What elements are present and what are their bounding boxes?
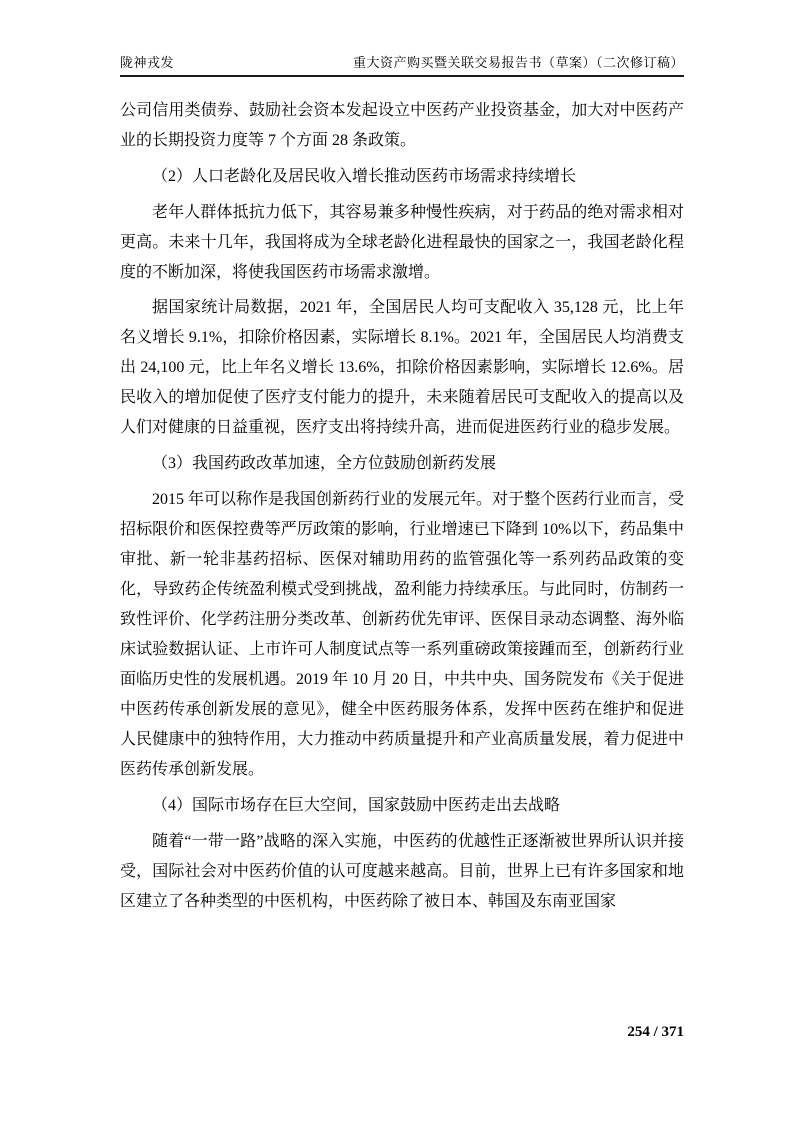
paragraph-elderly-demand: 老年人群体抵抗力低下，其容易兼多种慢性疾病，对于药品的绝对需求相对更高。未来十几年，我国将成为全球老龄化进程最快的国家之一，我国老龄化程度的不断加深，将使我国医药市场需求激增。 bbox=[120, 204, 684, 281]
header-company-name: 陇神戎发 bbox=[120, 55, 175, 70]
section-heading-2-aging-population: （2）人口老龄化及居民收入增长推动医药市场需求持续增长 bbox=[152, 168, 577, 185]
page-number: 254 / 371 bbox=[627, 1024, 684, 1040]
paragraph-policy-continuation: 公司信用类债券、鼓励社会资本发起设立中医药产业投资基金，加大对中医药产业的长期投资力度等 7 个方面 28 条政策。 bbox=[120, 102, 684, 149]
document-body bbox=[120, 96, 684, 922]
paragraph-income-statistics: 据国家统计局数据，2021 年，全国居民人均可支配收入 35,128 元，比上年名义增长 9.1%，扣除价格因素，实际增长 8.1%。2021 年，全国居民人均消费支出 24,100 元，比上年名义增长 13.6%，扣除价格因素影响，实际增长 12.6%。居民收入的增加促使了医疗支付能力的提升，未来随着居民可支配收入的提高以及人们对健康的日益重视，医疗支出将持续升高，进而促进医药行业的稳步发展。 bbox=[120, 299, 684, 436]
paragraph-belt-and-road: 随着“一带一路”战略的深入实施，中医药的优越性正逐渐被世界所认识并接受，国际社会对中医药价值的认可度越来越高。目前，世界上已有许多国家和地区建立了各种类型的中医机构，中医药除了被日本、韩国及东南亚国家 bbox=[120, 833, 684, 910]
paragraph-innovation-drug-policy: 2015 年可以称作是我国创新药行业的发展元年。对于整个医药行业而言，受招标限价和医保控费等严厉政策的影响，行业增速已下降到 10%以下，药品集中审批、新一轮非基药招标、医保对辅助用药的监管强化等一系列药品政策的变化，导致药企传统盈利模式受到挑战，盈利能力持续承压。与此同时，仿制药一致性评价、化学药注册分类改革、创新药优先审评、医保目录动态调整、海外临床试验数据认证、上市许可人制度试点等一系列重磅政策接踵而至，创新药行业面临历史性的发展机遇。2019 年 10 月 20 日，中共中央、国务院发布《关于促进中医药传承创新发展的意见》，健全中医药服务体系，发挥中医药在维护和促进人民健康中的独特作用，大力推动中药质量提升和产业高质量发展，着力促进中医药传承创新发展。 bbox=[120, 491, 685, 778]
section-heading-3-drug-policy-reform: （3）我国药政改革加速，全方位鼓励创新药发展 bbox=[152, 455, 497, 472]
page-header bbox=[120, 52, 684, 77]
header-report-title: 重大资产购买暨关联交易报告书（草案）（二次修订稿） bbox=[352, 55, 684, 70]
section-heading-4-international-market: （4）国际市场存在巨大空间，国家鼓励中医药走出去战略 bbox=[152, 797, 561, 814]
